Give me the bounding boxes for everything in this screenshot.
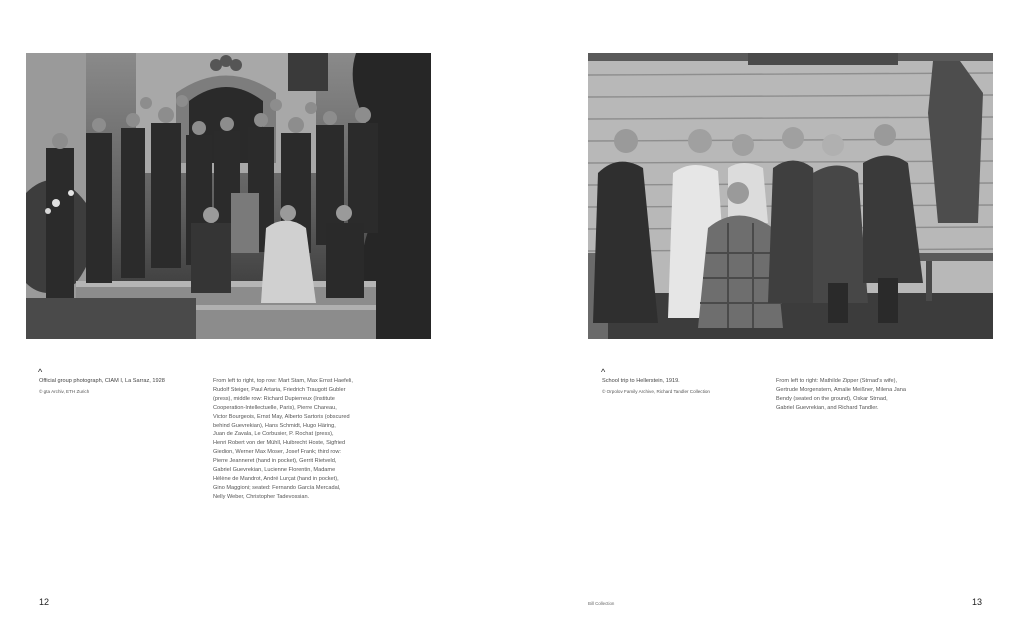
photo-credit: © Orpolov Family Archive, Richard Tandler Collection (602, 389, 710, 394)
page-number: 13 (972, 597, 983, 607)
people-list: From left to right, top row: Mart Stam, Max Ernst Haefeli, Rudolf Steiger, Paul Artaria, Friedrich Traugott Gubler (press), middle row: Richard Dupierreux (Institute Cooperation-Intellectuelle, Paris), Pierre Chareau, Victor Bourgeois, Ernst May, Alberto Sartoris (obscured behind Guevrekian), Hans Schmidt, Hugo Häring, Juan de Zavala, Le Corbusier, P. Rochat (press), Henri Robert von der Mühll, Huibrecht Hoste, Sigfried Giedion, Werner Max Moser, Josef Frank; third row: Pierre Jeanneret (hand in pocket), Gerrit Rietveld, Gabriel Guevrekian, Lucienne Florentin, Madame Hélène de Mandrot, André Lurçat (hand in pocket), Gino Maggioni; seated: Fernando García Mercadal, Nelly Weber, Christopher Tadevossian. (213, 378, 353, 500)
group-photo-icon (26, 53, 431, 339)
footer-label: Bill Collection (588, 601, 615, 606)
school-trip-photo-icon (588, 53, 993, 339)
page-number: 12 (39, 597, 50, 607)
caption-caret: ^ (601, 367, 606, 377)
photo-caption: School trip to Hellerstein, 1919. (602, 378, 680, 384)
right-page (510, 0, 1020, 641)
caption-caret: ^ (38, 367, 43, 377)
people-list: From left to right: Mathilde Zipper (Strnad's wife), Gertrude Morgenstern, Amalie Meißner, Milena Jana Bendy (seated on the ground), Oskar Strnad, Gabriel Guevrekian, and Richard Tandler. (776, 378, 906, 411)
photo-credit: © gta Archiv, ETH Zurich (39, 389, 90, 394)
school-trip-photo (588, 53, 993, 339)
group-photo-ciam (26, 53, 431, 339)
photo-caption: Official group photograph, CIAM I, La Sarraz, 1928 (39, 378, 165, 384)
